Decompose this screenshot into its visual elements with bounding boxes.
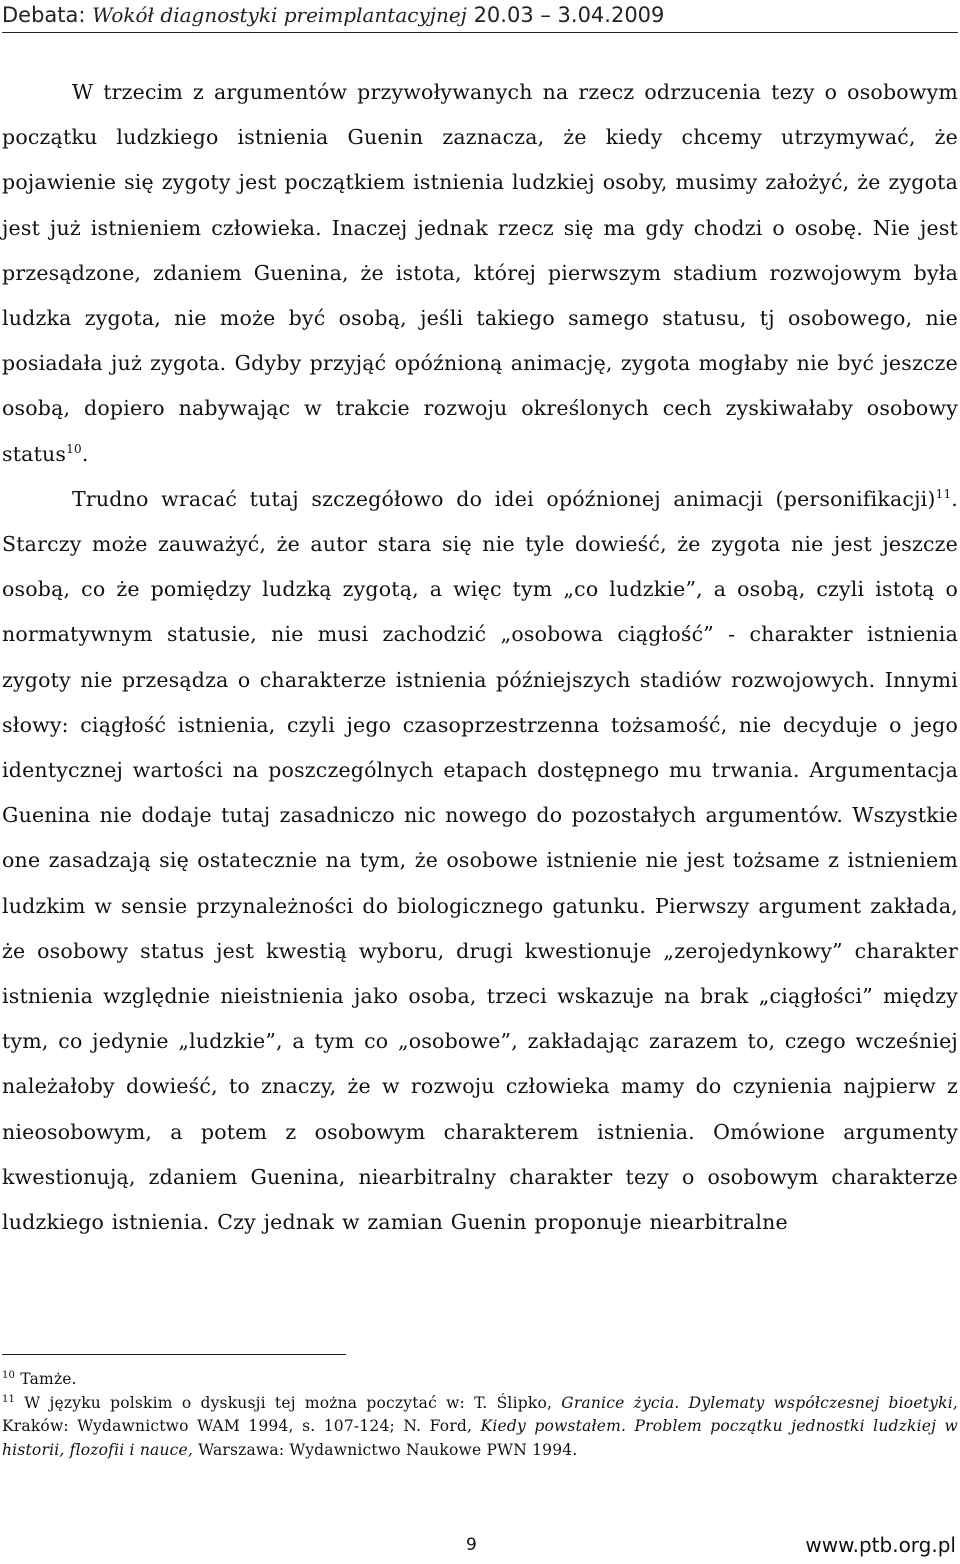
footnote-ref-10[interactable]: 10 (66, 441, 82, 456)
footnote-10-text: Tamże. (20, 1370, 77, 1388)
footnote-10 (2, 1368, 958, 1392)
running-header (2, 0, 958, 33)
paragraph-1-text: W trzecim z argumentów przywoływanych na rzecz odrzucenia tezy o osobowym początku ludzkiego istnienia Guenin zaznacza, że kiedy chcemy utrzymywać, że pojawienie się zygoty jest początkiem istnienia ludzkiej osoby, musimy założyć, że zygota jest już istnieniem człowieka. Inaczej jednak rzecz się ma gdy chodzi o osobę. Nie jest przesądzone, zdaniem Guenina, że istota, której pierwszym stadium rozwojowym była ludzka zygota, nie może być osobą, jeśli takiego samego statusu, tj osobowego, nie posiadała już zygota. Gdyby przyjąć opóźnioną animację, zygota mogłaby nie być jeszcze osobą, dopiero nabywając w trakcie rozwoju określonych cech zyskiwałaby osobowy status (2, 80, 958, 466)
footnote-11-text-a: W języku polskim o dyskusji tej można poczytać w: T. Ślipko, (24, 1393, 553, 1412)
page-number: 9 (466, 1535, 477, 1555)
footnote-separator (2, 1354, 346, 1355)
paragraph-1 (2, 70, 958, 477)
footnote-11-number: 11 (2, 1393, 16, 1405)
footnote-11-title-1: Granice życia. Dylematy współczesnej bioetyki, (561, 1393, 958, 1412)
footnote-10-number: 10 (2, 1370, 16, 1381)
footnotes (2, 1368, 958, 1462)
footnote-11 (2, 1392, 958, 1463)
paragraph-2-text: . Starczy może zauważyć, że autor stara się nie tyle dowieść, że zygota nie jest jeszcze osobą, co że pomiędzy ludzką zygotą, a więc tym „co ludzkie”, a osobą, czyli istotą o normatywnym statusie, nie musi zachodzić „osobowa ciągłość” - charakter istnienia zygoty nie przesądza o charakterze istnienia późniejszych stadiów rozwojowych. Innymi słowy: ciągłość istnienia, czyli jego czasoprzestrzenna tożsamość, nie decyduje o jego identycznej wartości na poszczególnych etapach dostępnego mu trwania. Argumentacja Guenina nie dodaje tutaj zasadniczo nic nowego do pozostałych argumentów. Wszystkie one zasadzają się ostatecznie na tym, że osobowe istnienie nie jest tożsame z istnieniem ludzkim w sensie przynależności do biologicznego gatunku. Pierwszy argument zakłada, że osobowy status jest kwestią wyboru, drugi kwestionuje „zerojedynkowy” charakter istnienia względnie nieistnienia jako osoba, trzeci wskazuje na brak „ciągłości” między tym, co jedynie „ludzkie”, a tym co „osobowe”, zakładając zarazem to, czego wcześniej należałoby dowieść, to znaczy, że w rozwoju człowieka mamy do czynienia najpierw z nieosobowym, a potem z osobowym charakterem istnienia. Omówione argumenty kwestionują, zdaniem Guenina, niearbitralny charakter tezy o osobowym charakterze ludzkiego istnienia. Czy jednak w zamian Guenin proponuje niearbitralne (2, 486, 958, 1235)
paragraph-2-text-start: Trudno wracać tutaj szczegółowo do idei opóźnionej animacji (personifikacji) (72, 486, 936, 511)
footnote-ref-11[interactable]: 11 (935, 486, 952, 501)
paragraph-1-end: . (81, 441, 89, 466)
footnote-11-text-e: Warszawa: Wydawnictwo Naukowe PWN 1994. (198, 1440, 578, 1459)
main-text (2, 70, 958, 1245)
site-url[interactable]: www.ptb.org.pl (805, 1533, 956, 1557)
header-label: Debata: (2, 3, 86, 27)
footnote-11-text-c: Kraków: Wydawnictwo WAM 1994, s. 107-124; N. Ford, (2, 1417, 473, 1435)
footnote-11-title-2: Kiedy powstałem. Problem początku jednostki ludzkiej w historii, flozofii i nauce, (2, 1417, 958, 1459)
header-dates: 20.03 – 3.04.2009 (473, 3, 665, 27)
header-title: Wokół diagnostyki preimplantacyjnej (92, 3, 467, 27)
paragraph-2 (2, 477, 958, 1245)
